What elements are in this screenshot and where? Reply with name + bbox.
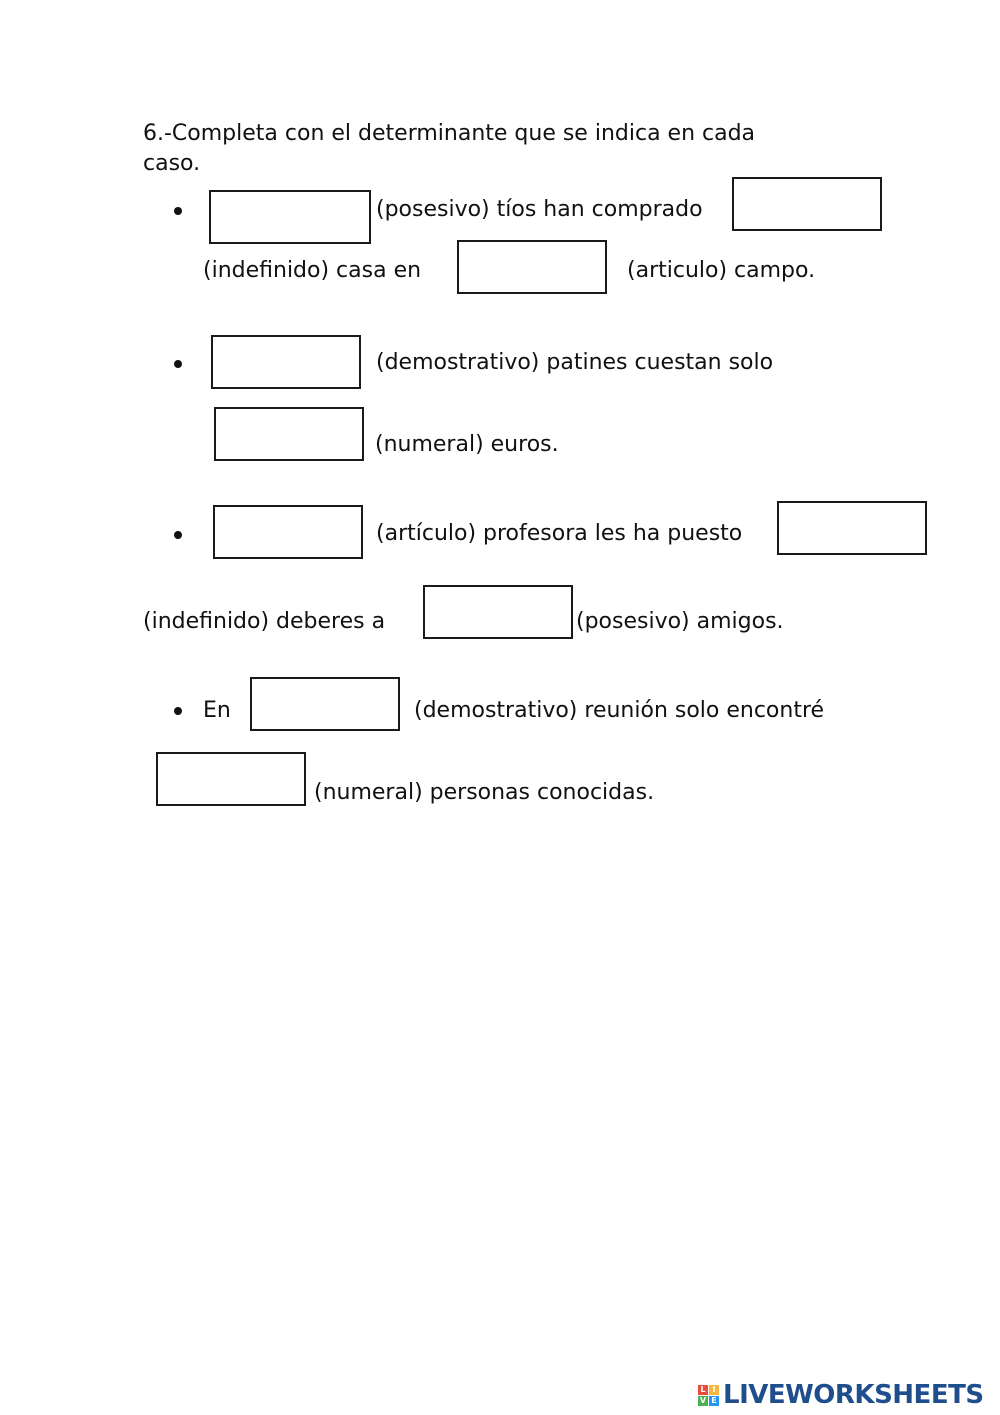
answer-box-6[interactable]	[213, 505, 363, 559]
logo-mark-icon: L I V E	[698, 1385, 719, 1406]
item3-text-1: (artículo) profesora les ha puesto	[376, 521, 743, 546]
answer-box-7[interactable]	[777, 501, 927, 555]
item1-text-3: (articulo) campo.	[627, 258, 816, 283]
item4-text-1: (demostrativo) reunión solo encontré	[414, 698, 825, 723]
item1-text-2: (indefinido) casa en	[203, 258, 422, 283]
item3-text-2: (indefinido) deberes a	[143, 609, 386, 634]
answer-box-4[interactable]	[211, 335, 361, 389]
item3-text-3: (posesivo) amigos.	[576, 609, 784, 634]
answer-box-8[interactable]	[423, 585, 573, 639]
exercise-heading-line2: caso.	[143, 151, 201, 176]
answer-box-1[interactable]	[209, 190, 371, 244]
item4-text-2: (numeral) personas conocidas.	[314, 780, 655, 805]
item4-prefix: En	[203, 698, 231, 723]
answer-box-3[interactable]	[457, 240, 607, 294]
item1-text-1: (posesivo) tíos han comprado	[376, 197, 703, 222]
bullet-icon	[174, 707, 182, 715]
bullet-icon	[174, 207, 182, 215]
answer-box-5[interactable]	[214, 407, 364, 461]
liveworksheets-logo	[698, 1375, 984, 1415]
answer-box-2[interactable]	[732, 177, 882, 231]
answer-box-9[interactable]	[250, 677, 400, 731]
item2-text-1: (demostrativo) patines cuestan solo	[376, 350, 774, 375]
logo-text: LIVEWORKSHEETS	[723, 1380, 984, 1410]
item2-text-2: (numeral) euros.	[375, 432, 559, 457]
exercise-heading-line1: 6.-Completa con el determinante que se indica en cada	[143, 121, 756, 146]
bullet-icon	[174, 360, 182, 368]
answer-box-10[interactable]	[156, 752, 306, 806]
bullet-icon	[174, 531, 182, 539]
